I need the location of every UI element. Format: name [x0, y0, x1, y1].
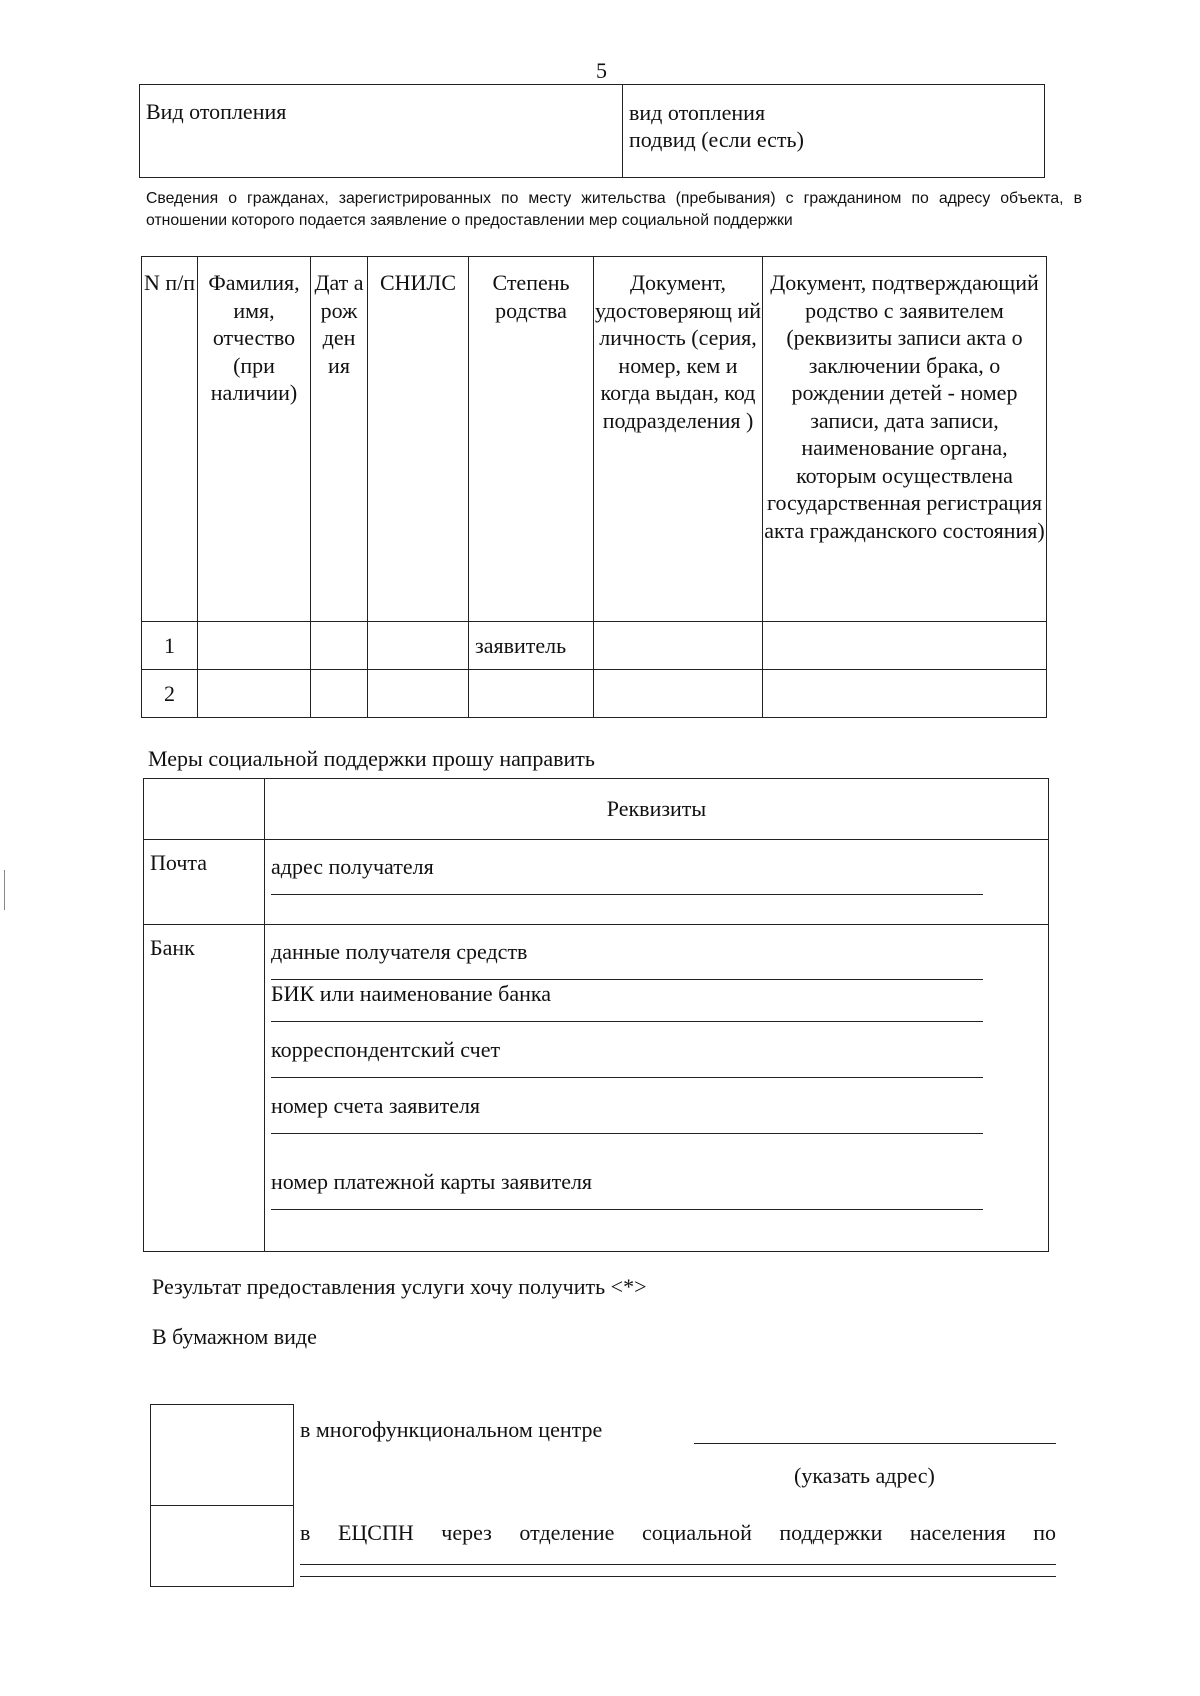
- cell-relation[interactable]: заявитель: [469, 622, 594, 670]
- account-number-line: [271, 1119, 983, 1134]
- row-number: 2: [142, 670, 198, 718]
- post-address-line: [271, 880, 983, 895]
- bank-bik-label: БИК или наименование банка: [271, 981, 552, 1006]
- bank-label: Банк: [144, 925, 265, 1252]
- account-number-label: номер счета заявителя: [271, 1093, 481, 1118]
- mfc-option: [294, 1405, 1056, 1506]
- cell-kinship-document[interactable]: [763, 622, 1047, 670]
- recipient-data-label: данные получателя средств: [271, 939, 528, 964]
- header-birth-date: Дат а рож ден ия: [311, 257, 368, 622]
- mfc-address-hint: (указать адрес): [794, 1462, 935, 1488]
- cell-kinship-document[interactable]: [763, 670, 1047, 718]
- cell-birth-date[interactable]: [311, 622, 368, 670]
- payment-header-requisites: Реквизиты: [265, 779, 1049, 840]
- correspondent-account-field[interactable]: [271, 1037, 983, 1093]
- header-relation: Степень родства: [469, 257, 594, 622]
- heating-type: вид отопления: [629, 100, 766, 125]
- citizens-note: Сведения о гражданах, зарегистрированных по месту жительства (пребывания) с гражданином по адресу объекта, в отношении которого подается заявление о предоставлении мер социальной поддержки: [146, 190, 1082, 229]
- header-identity-document: Документ, удостоверяющ ий личность (серия, номер, кем и когда выдан, код подразделения ): [594, 257, 763, 622]
- table-row: [142, 670, 1047, 718]
- mfc-checkbox[interactable]: [151, 1405, 294, 1506]
- cell-snils[interactable]: [368, 670, 469, 718]
- header-full-name: Фамилия, имя, отчество (при наличии): [198, 257, 311, 622]
- ecspn-option: [294, 1506, 1056, 1587]
- ecspn-label: в ЕЦСПН через отделение социальной поддержки населения по: [300, 1519, 1056, 1545]
- cell-identity-document[interactable]: [594, 622, 763, 670]
- header-kinship-document: Документ, подтверждающий родство с заявителем (реквизиты записи акта о заключении брака, о рождении детей - номер записи, дата записи, наименование органа, которым осуществлена государственная регистрация акта гражданского состояния): [763, 257, 1047, 622]
- header-number: N п/п: [142, 257, 198, 622]
- post-address-field[interactable]: [271, 840, 983, 895]
- heating-table: [139, 84, 1045, 178]
- card-number-field[interactable]: [271, 1149, 983, 1229]
- bank-fields: [265, 925, 1049, 1252]
- bank-bik-field[interactable]: [271, 981, 983, 1037]
- heating-label: Вид отопления: [140, 85, 623, 178]
- correspondent-account-label: корреспондентский счет: [271, 1037, 501, 1062]
- payment-details-table: [143, 778, 1049, 1252]
- correspondent-account-line: [271, 1063, 983, 1078]
- citizens-table: [141, 256, 1047, 718]
- cell-identity-document[interactable]: [594, 670, 763, 718]
- card-number-line: [271, 1195, 983, 1210]
- measures-label: Меры социальной поддержки прошу направить: [148, 746, 595, 771]
- ecspn-bottom-line: [300, 1576, 1056, 1577]
- card-number-label: номер платежной карты заявителя: [271, 1169, 593, 1194]
- ecspn-checkbox[interactable]: [151, 1506, 294, 1587]
- cell-full-name[interactable]: [198, 622, 311, 670]
- payment-header-empty: [144, 779, 265, 840]
- cell-birth-date[interactable]: [311, 670, 368, 718]
- scan-margin-mark: [4, 870, 5, 910]
- cell-snils[interactable]: [368, 622, 469, 670]
- post-label: Почта: [144, 840, 265, 925]
- post-address-label: адрес получателя: [271, 854, 434, 879]
- page-number: 5: [596, 58, 607, 83]
- recipient-data-field[interactable]: [271, 925, 983, 981]
- result-label: Результат предоставления услуги хочу получить <*>: [152, 1274, 647, 1299]
- mfc-address-line[interactable]: [694, 1443, 1056, 1444]
- cell-relation[interactable]: [469, 670, 594, 718]
- header-snils: СНИЛС: [368, 257, 469, 622]
- delivery-options-table: [150, 1404, 1056, 1587]
- heating-subtype: подвид (если есть): [629, 127, 804, 152]
- cell-full-name[interactable]: [198, 670, 311, 718]
- citizens-header-row: [142, 257, 1047, 622]
- ecspn-line[interactable]: [300, 1564, 1056, 1565]
- paper-form-label: В бумажном виде: [152, 1324, 317, 1349]
- heating-value-cell[interactable]: [623, 85, 1045, 178]
- table-row: [142, 622, 1047, 670]
- recipient-data-line: [271, 965, 983, 980]
- post-fields: [265, 840, 1049, 925]
- row-number: 1: [142, 622, 198, 670]
- mfc-label: в многофункциональном центре: [300, 1416, 603, 1442]
- bank-bik-line: [271, 1007, 983, 1022]
- account-number-field[interactable]: [271, 1093, 983, 1149]
